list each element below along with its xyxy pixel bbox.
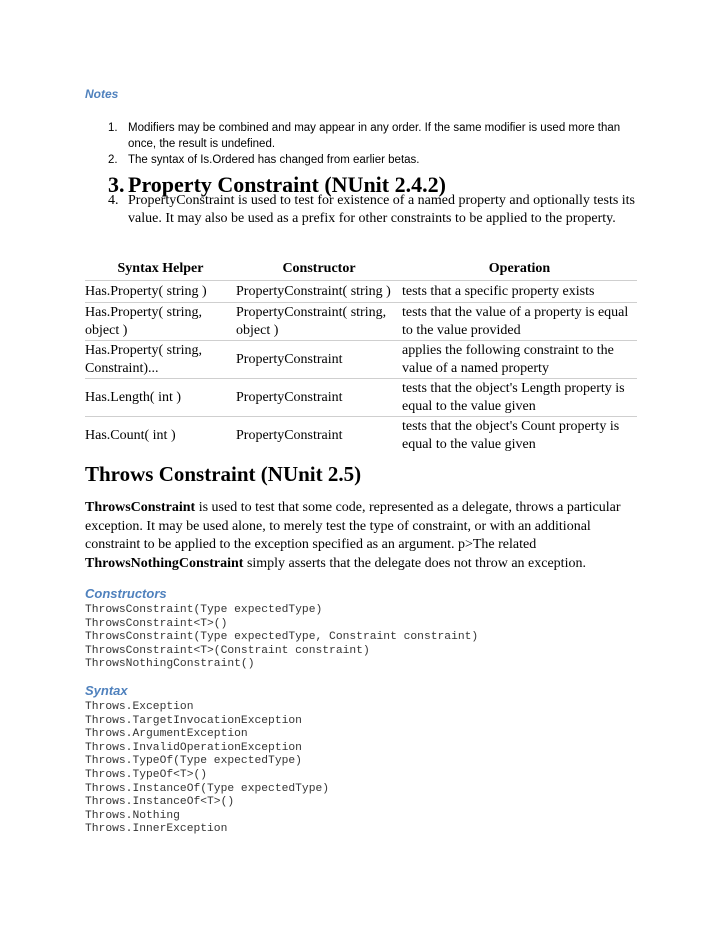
code-line: Throws.ArgumentException [85,728,248,741]
table-cell: PropertyConstraint [236,379,402,417]
list-item [108,120,628,152]
bold-term: ThrowsNothingConstraint [85,555,244,571]
code-line: ThrowsConstraint(Type expectedType, Constraint constraint) [85,631,479,644]
table-cell: Has.Length( int ) [85,379,236,417]
table-cell: PropertyConstraint( string ) [236,281,402,303]
list-number: 4. [108,193,119,208]
table-cell: tests that the value of a property is equal to the value provided [402,303,637,341]
code-line: Throws.TargetInvocationException [85,714,302,727]
column-header: Constructor [282,261,356,276]
property-constraint-table [85,260,637,455]
throws-constraint-heading: Throws Constraint (NUnit 2.5) [85,462,362,486]
table-cell: PropertyConstraint [236,341,402,379]
table-cell: PropertyConstraint [236,417,402,455]
table-row [85,417,637,455]
paragraph-text: is used to test that some code, represented as a delegate, throws a particular exception. It may be used alone, to merely test the type of constraint, or with an additional constraint to be applied to the exception specified as an argument. p>The related [85,500,621,552]
list-item-text: The syntax of Is.Ordered has changed from earlier betas. [128,154,420,166]
code-line: Throws.TypeOf<T>() [85,768,208,781]
table-row [85,303,637,341]
column-header: Operation [488,261,551,276]
notes-heading: Notes [85,87,119,101]
constructors-heading: Constructors [85,586,167,601]
code-line: Throws.InstanceOf(Type expectedType) [85,782,330,795]
table-cell: tests that a specific property exists [402,281,637,303]
code-line: Throws.InstanceOf<T>() [85,796,235,809]
table-cell: applies the following constraint to the value of a named property [402,341,637,379]
list-number: 2. [108,154,118,166]
table-cell: Has.Property( string ) [85,281,236,303]
notes-list [108,120,628,168]
property-constraint-description [108,192,636,228]
code-line: Throws.InnerException [85,823,228,836]
code-line: Throws.Nothing [85,809,180,822]
paragraph-text: simply asserts that the delegate does not throw an exception. [243,555,586,571]
table-cell: tests that the object's Count property is equal to the value given [402,417,637,455]
table-cell: Has.Property( string, object ) [85,303,236,341]
code-line: Throws.TypeOf(Type expectedType) [85,755,302,768]
table-row [85,281,637,303]
constructors-code-block [85,604,478,672]
heading-number: 3. [108,172,125,197]
code-line: Throws.InvalidOperationException [85,741,302,754]
table-row [85,341,637,379]
code-line: ThrowsConstraint(Type expectedType) [85,604,323,616]
list-item-text: Modifiers may be combined and may appear in any order. If the same modifier is used more than once, the result is undefined. [128,122,621,150]
table-cell: PropertyConstraint( string, object ) [236,303,402,341]
code-line: Throws.Exception [85,701,194,713]
syntax-code-block [85,701,329,837]
code-line: ThrowsNothingConstraint() [85,658,255,671]
heading-text: Property Constraint (NUnit 2.4.2) [128,172,446,197]
table-header-row [85,260,637,281]
list-item [108,152,628,168]
column-header: Syntax Helper [117,261,204,276]
table-cell: Has.Count( int ) [85,417,236,455]
bold-term: ThrowsConstraint [85,500,196,515]
table-cell: tests that the object's Length property is equal to the value given [402,379,637,417]
table-row [85,379,637,417]
list-number: 1. [108,122,118,134]
throws-constraint-paragraph [85,499,645,573]
syntax-heading: Syntax [85,683,128,698]
description-text: PropertyConstraint is used to test for existence of a named property and optionally tests its value. It may also be used as a prefix for other constraints to be applied to the property. [128,193,636,226]
table-cell: Has.Property( string, Constraint)... [85,341,236,379]
code-line: ThrowsConstraint<T>(Constraint constraint) [85,644,370,657]
code-line: ThrowsConstraint<T>() [85,617,228,630]
